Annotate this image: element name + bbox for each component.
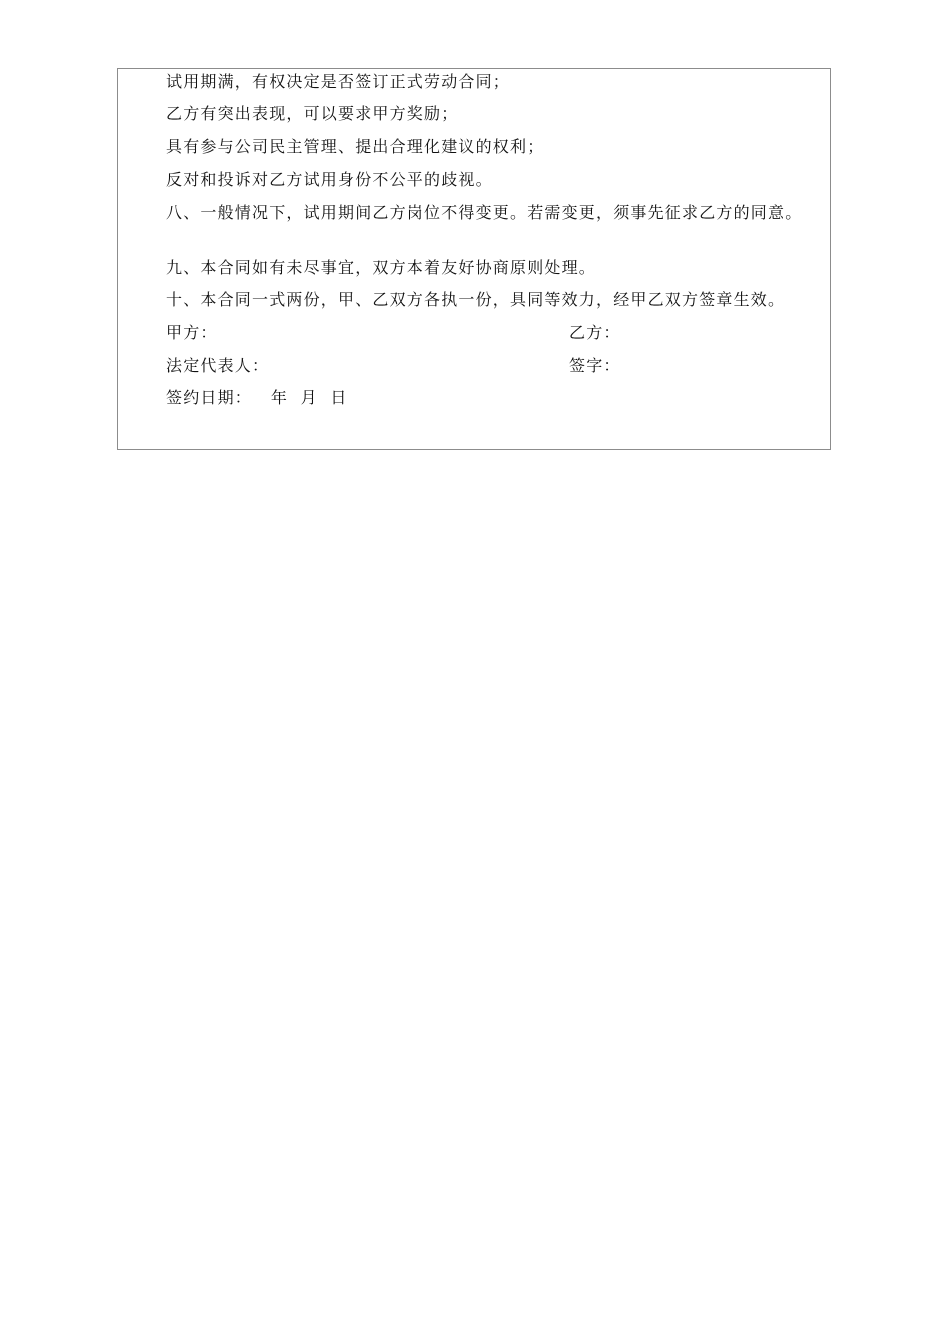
clause-9: 九、本合同如有未尽事宜，双方本着友好协商原则处理。 (166, 258, 597, 277)
clause-10: 十、本合同一式两份，甲、乙双方各执一份，具同等效力，经甲乙双方签章生效。 (166, 290, 786, 309)
signature-label: 签字： (569, 356, 621, 375)
signing-date-label: 签约日期： 年 月 日 (166, 388, 348, 407)
clause-line-3: 具有参与公司民主管理、提出合理化建议的权利； (166, 137, 545, 156)
clause-line-4: 反对和投诉对乙方试用身份不公平的歧视。 (166, 170, 493, 189)
clause-line-1: 试用期满，有权决定是否签订正式劳动合同； (166, 72, 511, 91)
party-b-label: 乙方： (569, 323, 621, 342)
clause-line-2: 乙方有突出表现，可以要求甲方奖励； (166, 104, 459, 123)
clause-8: 八、一般情况下，试用期间乙方岗位不得变更。若需变更，须事先征求乙方的同意。 (166, 203, 803, 222)
party-a-label: 甲方： (166, 323, 218, 342)
legal-representative-label: 法定代表人： (166, 356, 270, 375)
contract-text-box (117, 68, 831, 450)
